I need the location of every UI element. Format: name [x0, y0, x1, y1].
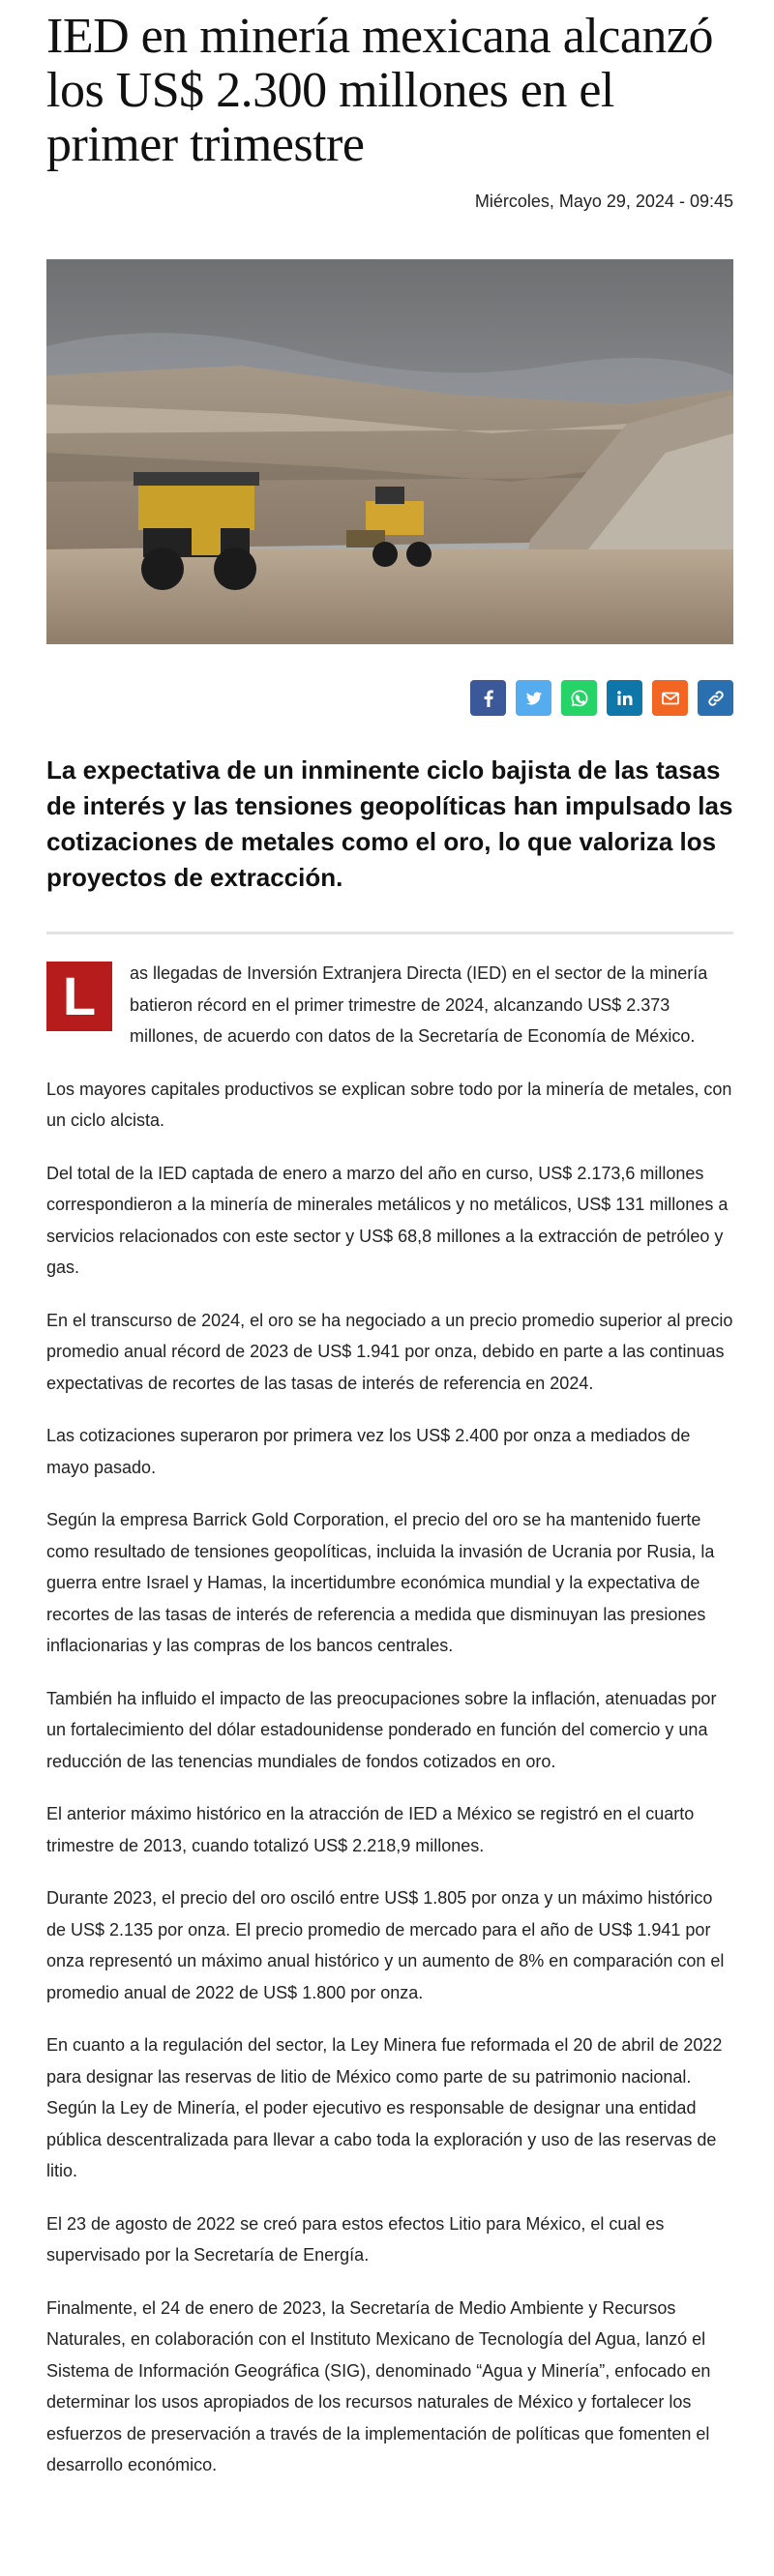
article-date: Miércoles, Mayo 29, 2024 - 09:45 [474, 192, 733, 211]
copy-link-button[interactable] [698, 680, 733, 716]
divider [46, 932, 733, 934]
paragraph-1 [46, 958, 733, 1052]
mining-scene-image [46, 259, 733, 644]
article-lead: La expectativa de un inminente ciclo bajista de las tasas de interés y las tensiones geopolíticas han impulsado las cotizaciones de metales como el oro, lo que valoriza los proyectos de extracción. [46, 755, 733, 892]
twitter-icon [523, 688, 545, 709]
linkedin-share-button[interactable] [607, 680, 642, 716]
article [46, 0, 733, 2474]
paragraph: Del total de la IED captada de enero a marzo del año en curso, US$ 2.173,6 millones correspondieron a la minería de minerales metálicos y no metálicos, US$ 131 millones a servicios relacionados con este sector y US$ 68,8 millones a la extracción de petróleo y gas. [46, 1163, 729, 1277]
article-body [46, 958, 733, 2502]
email-share-button[interactable] [652, 680, 688, 716]
facebook-share-button[interactable] [470, 680, 506, 716]
email-icon [660, 688, 681, 709]
paragraph: En cuanto a la regulación del sector, la Ley Minera fue reformada el 20 de abril de 2022 para designar las reservas de litio de México como parte de su patrimonio nacional. Según la Ley de Minería, el poder ejecutivo es responsable de designar una entidad pública descentralizada para llevar a cabo toda la exploración y uso de las reservas de litio. [46, 2035, 723, 2180]
whatsapp-share-button[interactable] [561, 680, 597, 716]
hero-image [46, 259, 733, 644]
share-bar [470, 680, 733, 716]
dropcap: L [46, 962, 112, 1031]
paragraph: Durante 2023, el precio del oro osciló entre US$ 1.805 por onza y un máximo histórico de US$ 2.135 por onza. El precio promedio de mercado para el año de US$ 1.941 por onza representó un máximo anual histórico y un aumento de 8% en comparación con el promedio anual de 2022 de US$ 1.800 por onza. [46, 1888, 725, 2002]
link-icon [705, 688, 727, 709]
paragraph: Las cotizaciones superaron por primera vez los US$ 2.400 por onza a mediados de mayo pasado. [46, 1426, 691, 1477]
twitter-share-button[interactable] [516, 680, 551, 716]
linkedin-icon [614, 688, 636, 709]
page-title: IED en minería mexicana alcanzó los US$ 2.300 millones en el primer trimestre [46, 9, 714, 172]
paragraph: Los mayores capitales productivos se explican sobre todo por la minería de metales, con un ciclo alcista. [46, 1079, 732, 1130]
paragraph: En el transcurso de 2024, el oro se ha negociado a un precio promedio superior al precio promedio anual récord de 2023 de US$ 1.941 por onza, debido en parte a las continuas expectativas de recortes de las tasas de interés de referencia en 2024. [46, 1310, 733, 1393]
paragraph: Según la empresa Barrick Gold Corporation, el precio del oro se ha mantenido fuerte como resultado de tensiones geopolíticas, incluida la invasión de Ucrania por Rusia, la guerra entre Israel y Hamas, la incertidumbre económica mundial y la expectativa de recortes de las tasas de interés de referencia a medida que disminuyan las presiones inflacionarias y las compras de los bancos centrales. [46, 1510, 715, 1655]
paragraph: El 23 de agosto de 2022 se creó para estos efectos Litio para México, el cual es supervisado por la Secretaría de Energía. [46, 2213, 665, 2265]
facebook-icon [478, 688, 499, 709]
paragraph: El anterior máximo histórico en la atracción de IED a México se registró en el cuarto trimestre de 2013, cuando totalizó US$ 2.218,9 millones. [46, 1804, 695, 1855]
paragraph: Finalmente, el 24 de enero de 2023, la Secretaría de Medio Ambiente y Recursos Naturales, en colaboración con el Instituto Mexicano de Tecnología del Agua, lanzó el Sistema de Información Geográfica (SIG), denominado “Agua y Minería”, enfocado en determinar los usos apropiados de los recursos naturales de México y fortalecer los esfuerzos de preservación a través de la implementación de políticas que fomenten el desarrollo económico. [46, 2297, 711, 2474]
paragraph-1-text: as llegadas de Inversión Extranjera Directa (IED) en el sector de la minería batieron récord en el primer trimestre de 2024, alcanzando US$ 2.373 millones, de acuerdo con datos de la Secretaría de Economía de México. [130, 963, 708, 1046]
whatsapp-icon [569, 688, 590, 709]
paragraph: También ha influido el impacto de las preocupaciones sobre la inflación, atenuadas por un fortalecimiento del dólar estadounidense ponderado en función del comercio y una reducción de las tenencias mundiales de fondos cotizados en oro. [46, 1688, 717, 1771]
